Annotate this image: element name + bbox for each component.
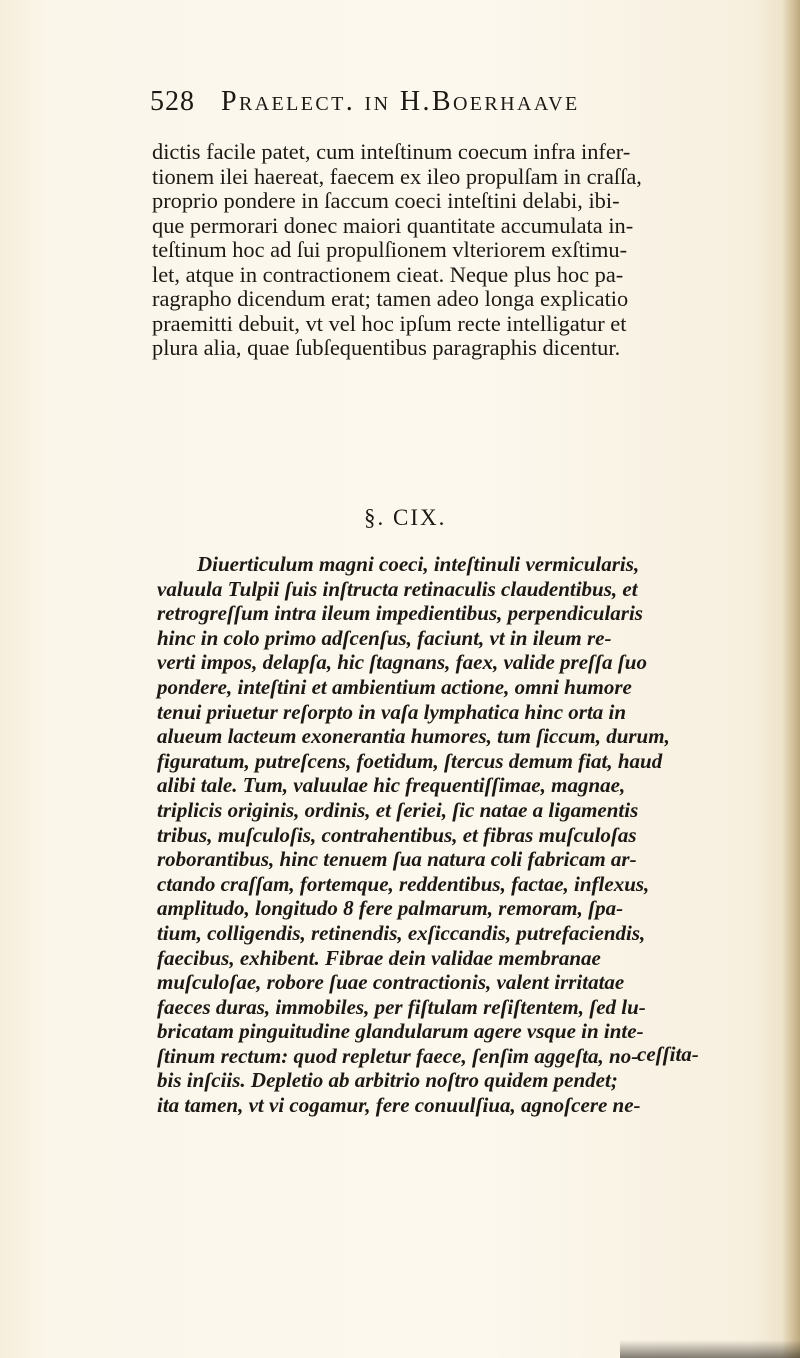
page-shadow	[620, 1340, 800, 1358]
text-line: proprio pondere in ſaccum coeci inteſtini delabi, ibi-	[152, 188, 620, 213]
text-line: pondere, inteſtini et ambientium actione, omni humore	[157, 674, 632, 699]
text-line: amplitudo, longitudo 8 fere palmarum, remoram, ſpa-	[157, 896, 624, 921]
running-head: Praelect. in H.Boerhaave	[221, 86, 580, 117]
text-line: plura alia, quae ſubſequentibus paragraphis dicentur.	[152, 335, 621, 360]
text-line: let, atque in contractionem cieat. Neque plus hoc pa-	[152, 261, 624, 287]
text-line: valuula Tulpii ſuis inſtructa retinaculis claudentibus, et	[157, 576, 638, 601]
text-line: Diuerticulum magni coeci, inteſtinuli vermicularis,	[197, 552, 640, 576]
text-line: praemitti debuit, vt vel hoc ipſum recte intelligatur et	[152, 310, 627, 336]
text-line: ita tamen, vt vi cogamur, fere conuulſiua, agnoſcere ne-	[157, 1093, 641, 1118]
text-line: alibi tale. Tum, valuulae hic frequentiſſimae, magnae,	[157, 773, 626, 798]
text-line: ſtinum rectum: quod repletur faece, ſenſim aggeſta, no-	[157, 1043, 639, 1068]
text-line: bricatam pinguitudine glandularum agere vsque in inte-	[157, 1019, 644, 1044]
section-heading: §. CIX.	[364, 505, 447, 530]
text-line: ctando craſſam, fortemque, reddentibus, factae, inflexus,	[157, 871, 650, 896]
text-line: triplicis originis, ordinis, et ſeriei, ſic natae a ligamentis	[157, 797, 639, 822]
text-line: hinc in colo primo adſcenſus, faciunt, vt in ileum re-	[157, 625, 612, 650]
text-line: que permorari donec maiori quantitate accumulata in-	[152, 212, 634, 238]
text-line: alueum lacteum exonerantia humores, tum ſiccum, durum,	[157, 724, 670, 749]
text-line: ragrapho dicendum erat; tamen adeo longa explicatio	[152, 286, 629, 311]
catchword: ceſſita-	[637, 1042, 699, 1066]
text-line: faecibus, exhibent. Fibrae dein validae membranae	[157, 945, 601, 970]
text-line: faeces duras, immobiles, per fiſtulam reſiſtentem, ſed lu-	[157, 994, 646, 1019]
text-line: figuratum, putreſcens, foetidum, ſtercus demum fiat, haud	[157, 748, 663, 773]
text-line: dictis facile patet, cum inteſtinum coecum infra infer-	[152, 139, 631, 164]
text-line: roborantibus, hinc tenuem ſua natura coli fabricam ar-	[157, 847, 637, 872]
text-line: tionem ilei haereat, faecem ex ileo propulſam in craſſa,	[152, 163, 642, 189]
page-number: 528	[150, 86, 195, 117]
text-line: teſtinum hoc ad ſui propulſionem vlteriorem exſtimu-	[152, 237, 628, 262]
text-line: retrogreſſum intra ileum impedientibus, perpendicularis	[157, 601, 643, 626]
text-line: muſculoſae, robore ſuae contractionis, valent irritatae	[157, 970, 625, 995]
paragraph-continuation	[152, 140, 704, 361]
text-line: tenui priuetur reſorpto in vaſa lymphatica hinc orta in	[157, 699, 627, 724]
text-line: tribus, muſculoſis, contrahentibus, et fibras muſculoſas	[157, 822, 637, 847]
page-header	[150, 86, 670, 126]
text-line: bis inſciis. Depletio ab arbitrio noſtro quidem pendet;	[157, 1068, 618, 1093]
aphorism-text	[157, 552, 757, 1118]
text-line: tium, colligendis, retinendis, exſiccandis, putrefaciendis,	[157, 920, 646, 945]
text-line: verti impos, delapſa, hic ſtagnans, faex, valide preſſa ſuo	[157, 650, 647, 675]
page-edge	[782, 0, 800, 1358]
